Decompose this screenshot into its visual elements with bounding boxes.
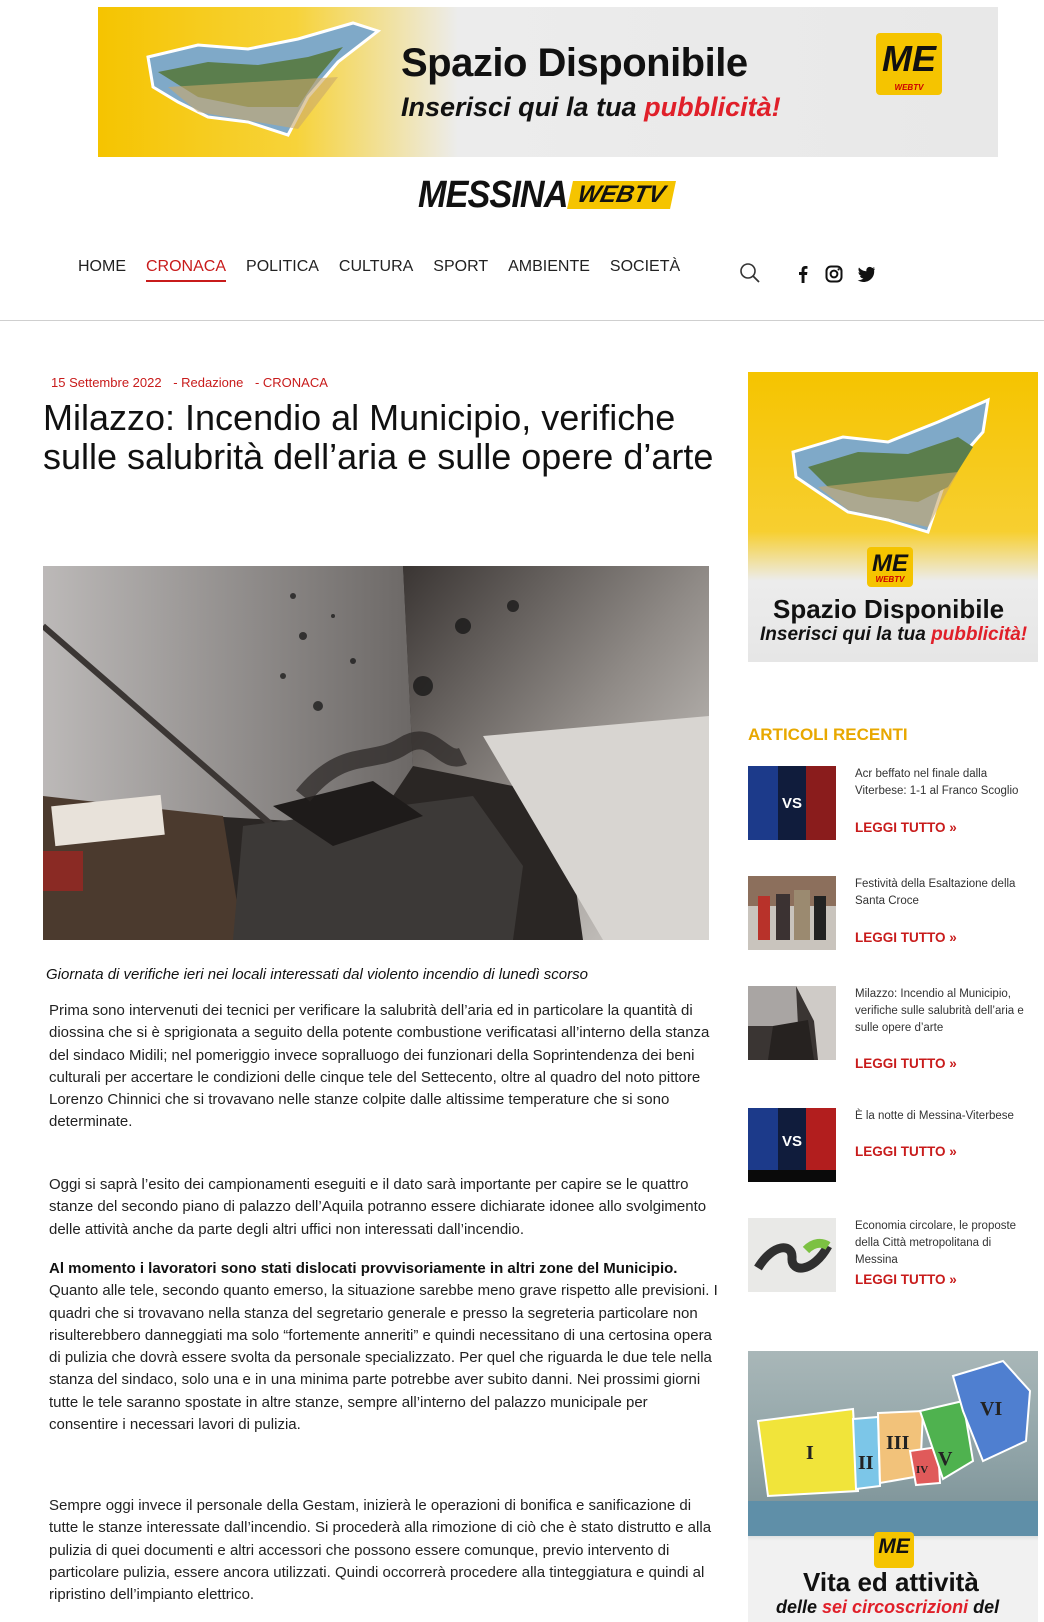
nav-cultura[interactable]: CULTURA bbox=[338, 258, 414, 275]
circoscrizione-label: II bbox=[858, 1452, 874, 1474]
sidebar-ad-circoscrizioni[interactable] bbox=[748, 1351, 1038, 1622]
recent-article-title[interactable]: Economia circolare, le proposte della Città metropolitana di Messina bbox=[855, 1220, 1017, 1266]
recent-article-thumbnail[interactable] bbox=[748, 986, 836, 1060]
site-logo[interactable] bbox=[418, 175, 673, 215]
article-date: 15 Settembre 2022 bbox=[51, 375, 162, 390]
top-banner-ad[interactable] bbox=[98, 7, 998, 157]
ad-subline: Inserisci qui la tua pubblicità! bbox=[401, 92, 781, 122]
recent-article-title[interactable]: Festività della Esaltazione della Santa Croce bbox=[855, 878, 1016, 907]
site-logo-main: MESSINA bbox=[418, 173, 568, 216]
sicily-map-image bbox=[788, 392, 998, 542]
circoscrizione-label: I bbox=[806, 1442, 814, 1464]
sidebar-ad[interactable] bbox=[748, 372, 1038, 662]
nav-divider bbox=[0, 320, 1044, 321]
article-paragraph-4: Sempre oggi invece il personale della Gestam, inizierà le operazioni di bonifica e sanificazione di tutte le stanze interessate dall’incendio. Si procederà alla rimozione di ciò che è stato distrutto e alla pulizia di quei documenti e altri accessori che possono essere comunque, previo intervento di particolare pulizia, essere ancora utilizzati. Quindi occorrerà procedere alla tinteggiatura e quindi al ripristino dell’impianto elettrico. bbox=[49, 1497, 712, 1604]
recent-article-thumbnail[interactable] bbox=[748, 766, 836, 840]
article-paragraph-3-text: Quanto alle tele, secondo quanto emerso, la situazione sarebbe meno grave rispetto alle previsioni. I quadri che si trovavano nella stanza del segretario generale e presso la segreteria particolare non risulterebbero danneggiati ma solo “fortemente anneriti” e quindi necessitano di una certosina opera di pulizia che dovrà essere svolta da personale specializzato. Per quel che riguarda le due tele nella stanza del sindaco, solo una e in una minima parte potrebbe aver subito danni. Nei prossimi giorni tutte le tele saranno spostate in altre stanze, sempre all’interno del palazzo municipale per consentire i necessari lavori di pulizia. bbox=[49, 1282, 718, 1434]
me-webtv-logo: ME WEBTV bbox=[876, 33, 942, 95]
article-paragraph-3 bbox=[49, 1258, 719, 1436]
recent-article-title[interactable]: Milazzo: Incendio al Municipio, verifiche sulle salubrità dell’aria e sulle opere d’arte bbox=[855, 988, 1024, 1034]
nav-ambiente[interactable]: AMBIENTE bbox=[508, 258, 590, 275]
nav-home[interactable]: HOME bbox=[78, 258, 126, 275]
circoscrizione-label: III bbox=[886, 1432, 910, 1454]
recent-articles-heading: ARTICOLI RECENTI bbox=[748, 725, 908, 744]
article-category[interactable]: - CRONACA bbox=[254, 375, 328, 390]
recent-article-thumbnail[interactable] bbox=[748, 1108, 836, 1182]
ad-headline: Vita ed attività bbox=[803, 1567, 979, 1597]
main-nav bbox=[78, 258, 700, 282]
article-photo bbox=[43, 566, 709, 940]
recent-article-thumbnail[interactable] bbox=[748, 876, 836, 950]
article-title: Milazzo: Incendio al Municipio, verifiche sulle salubrità dell’aria e sulle opere d’arte bbox=[43, 397, 714, 477]
recent-article-thumbnail[interactable] bbox=[748, 1218, 836, 1292]
read-more-link[interactable]: LEGGI TUTTO » bbox=[855, 1144, 957, 1159]
nav-politica[interactable]: POLITICA bbox=[246, 258, 319, 275]
nav-sport[interactable]: SPORT bbox=[433, 258, 489, 275]
nav-cronaca[interactable]: CRONACA bbox=[146, 258, 226, 282]
article-paragraph-1: Prima sono intervenuti dei tecnici per verificare la salubrità dell’aria ed in particolare la quantità di diossina che si è sprigionata a seguito della potente combustione verificatasi all’interno della stanza del sindaco Midili; nel pomeriggio invece sopralluogo dei funzionari della Soprintendenza dei beni culturali per accertare le condizioni delle cinque tele del Settecento, oltre al quadro del noto pittore Lorenzo Chinnici che si trovavano nelle stanze colpite dalle altissime temperature che si sono determinate. bbox=[49, 1002, 710, 1131]
site-logo-suffix: WEBTV bbox=[567, 181, 676, 209]
circoscrizione-label: VI bbox=[980, 1398, 1003, 1420]
me-webtv-logo: ME bbox=[874, 1532, 914, 1568]
article-author[interactable]: - Redazione bbox=[173, 375, 244, 390]
ad-headline: Spazio Disponibile bbox=[773, 594, 1005, 624]
read-more-link[interactable]: LEGGI TUTTO » bbox=[855, 930, 957, 945]
ad-headline: Spazio Disponibile bbox=[401, 41, 748, 85]
thumbnail-vs-label: VS bbox=[781, 795, 803, 812]
ad-subline: Inserisci qui la tua pubblicità! bbox=[760, 624, 1028, 645]
search-icon[interactable] bbox=[739, 262, 761, 284]
read-more-link[interactable]: LEGGI TUTTO » bbox=[855, 1056, 957, 1071]
sicily-map-image bbox=[138, 17, 388, 147]
recent-article-title[interactable]: È la notte di Messina-Viterbese bbox=[855, 1110, 1014, 1122]
circoscrizione-label: V bbox=[938, 1448, 953, 1470]
article-meta bbox=[51, 375, 336, 390]
instagram-icon[interactable] bbox=[824, 264, 844, 284]
read-more-link[interactable]: LEGGI TUTTO » bbox=[855, 1272, 957, 1287]
photo-caption: Giornata di verifiche ieri nei locali interessati dal violento incendio di lunedì scorso bbox=[46, 966, 588, 983]
circoscrizioni-map-image bbox=[748, 1351, 1038, 1536]
twitter-icon[interactable] bbox=[856, 264, 876, 284]
facebook-icon[interactable] bbox=[793, 264, 813, 284]
recent-article-title[interactable]: Acr beffato nel finale dalla Viterbese: 1-1 al Franco Scoglio bbox=[855, 768, 1019, 797]
article-highlight: Al momento i lavoratori sono stati dislocati provvisoriamente in altri zone del Municipio. bbox=[49, 1260, 678, 1277]
circoscrizione-label: IV bbox=[916, 1464, 929, 1476]
thumbnail-vs-label: VS bbox=[781, 1133, 803, 1150]
ad-subline: delle sei circoscrizioni del bbox=[776, 1597, 1000, 1617]
article-paragraph-2: Oggi si saprà l’esito dei campionamenti eseguiti e il dato sarà importante per capire se le quattro stanze del secondo piano di palazzo dell’Aquila potranno essere dichiarate idonee allo svolgimento delle attività anche da parte degli altri uffici non interessati dall’incendio. bbox=[49, 1176, 707, 1238]
read-more-link[interactable]: LEGGI TUTTO » bbox=[855, 820, 957, 835]
me-webtv-logo: ME WEBTV bbox=[867, 547, 913, 587]
nav-societa[interactable]: SOCIETÀ bbox=[609, 258, 681, 275]
